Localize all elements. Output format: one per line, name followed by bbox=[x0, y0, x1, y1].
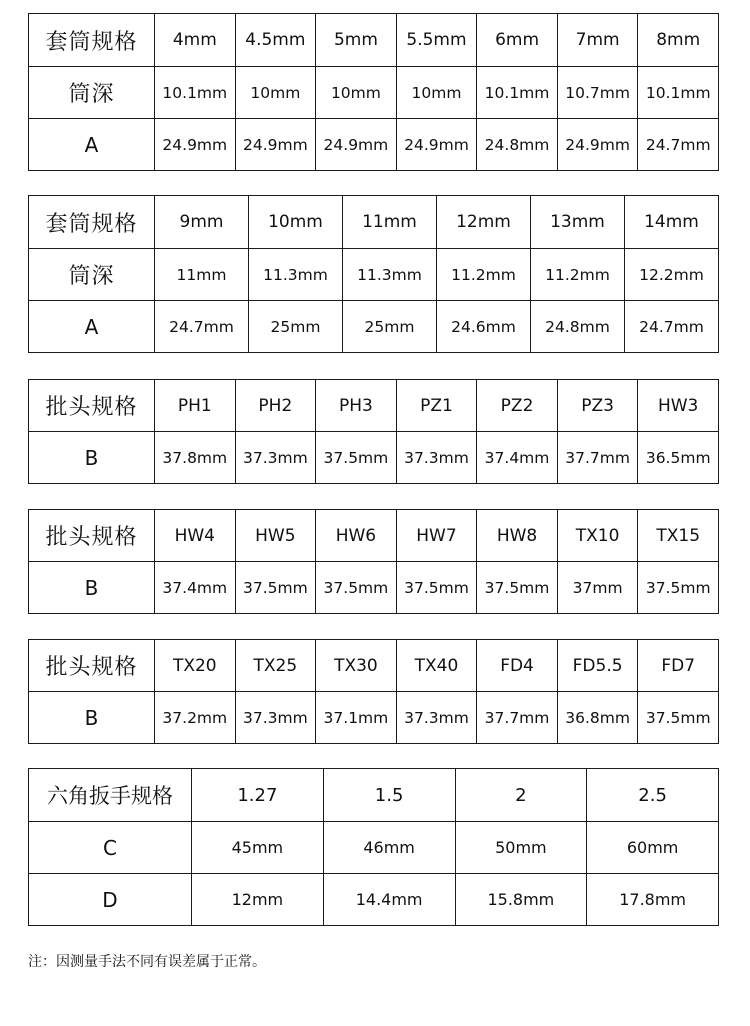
row-label: 筒深 bbox=[29, 249, 155, 301]
table-header-row bbox=[29, 640, 719, 692]
size-cell: 7mm bbox=[557, 14, 638, 67]
value-cell: 11.3mm bbox=[249, 249, 343, 301]
value-cell: 37mm bbox=[557, 562, 638, 614]
value-cell: 24.9mm bbox=[316, 119, 397, 171]
value-cell: 37.5mm bbox=[638, 692, 719, 744]
size-cell: TX15 bbox=[638, 510, 719, 562]
size-cell: HW4 bbox=[155, 510, 236, 562]
size-cell: PH3 bbox=[316, 380, 397, 432]
value-cell: 37.5mm bbox=[235, 562, 316, 614]
value-cell: 11.2mm bbox=[531, 249, 625, 301]
header-label: 批头规格 bbox=[29, 510, 155, 562]
size-cell: 2 bbox=[455, 769, 587, 822]
value-cell: 17.8mm bbox=[587, 874, 719, 926]
size-cell: 14mm bbox=[625, 196, 719, 249]
row-label: D bbox=[29, 874, 192, 926]
value-cell: 36.5mm bbox=[638, 432, 719, 484]
value-cell: 10.7mm bbox=[557, 67, 638, 119]
table-header-row bbox=[29, 196, 719, 249]
size-cell: 1.5 bbox=[323, 769, 455, 822]
value-cell: 14.4mm bbox=[323, 874, 455, 926]
size-cell: 1.27 bbox=[192, 769, 324, 822]
size-cell: 4.5mm bbox=[235, 14, 316, 67]
header-label: 六角扳手规格 bbox=[29, 769, 192, 822]
value-cell: 24.6mm bbox=[437, 301, 531, 353]
bit-spec-table-1 bbox=[28, 379, 719, 484]
row-label: B bbox=[29, 562, 155, 614]
value-cell: 37.3mm bbox=[235, 692, 316, 744]
row-label: A bbox=[29, 119, 155, 171]
size-cell: TX10 bbox=[557, 510, 638, 562]
value-cell: 25mm bbox=[249, 301, 343, 353]
value-cell: 37.8mm bbox=[155, 432, 236, 484]
value-cell: 10.1mm bbox=[477, 67, 558, 119]
value-cell: 50mm bbox=[455, 822, 587, 874]
size-cell: FD4 bbox=[477, 640, 558, 692]
size-cell: 5.5mm bbox=[396, 14, 477, 67]
size-cell: 6mm bbox=[477, 14, 558, 67]
row-label: A bbox=[29, 301, 155, 353]
value-cell: 37.7mm bbox=[477, 692, 558, 744]
size-cell: HW6 bbox=[316, 510, 397, 562]
header-label: 套筒规格 bbox=[29, 14, 155, 67]
size-cell: HW5 bbox=[235, 510, 316, 562]
size-cell: 2.5 bbox=[587, 769, 719, 822]
value-cell: 24.8mm bbox=[477, 119, 558, 171]
value-cell: 10mm bbox=[235, 67, 316, 119]
size-cell: HW3 bbox=[638, 380, 719, 432]
value-cell: 15.8mm bbox=[455, 874, 587, 926]
value-cell: 10.1mm bbox=[638, 67, 719, 119]
header-label: 批头规格 bbox=[29, 640, 155, 692]
header-label: 批头规格 bbox=[29, 380, 155, 432]
value-cell: 36.8mm bbox=[557, 692, 638, 744]
value-cell: 37.5mm bbox=[396, 562, 477, 614]
table-row bbox=[29, 119, 719, 171]
size-cell: TX25 bbox=[235, 640, 316, 692]
size-cell: FD5.5 bbox=[557, 640, 638, 692]
value-cell: 24.9mm bbox=[557, 119, 638, 171]
value-cell: 12.2mm bbox=[625, 249, 719, 301]
socket-spec-table-2 bbox=[28, 195, 719, 353]
size-cell: TX40 bbox=[396, 640, 477, 692]
value-cell: 11.3mm bbox=[343, 249, 437, 301]
value-cell: 37.5mm bbox=[477, 562, 558, 614]
row-label: C bbox=[29, 822, 192, 874]
size-cell: 4mm bbox=[155, 14, 236, 67]
value-cell: 46mm bbox=[323, 822, 455, 874]
row-label: B bbox=[29, 692, 155, 744]
value-cell: 24.9mm bbox=[155, 119, 236, 171]
size-cell: 12mm bbox=[437, 196, 531, 249]
value-cell: 24.8mm bbox=[531, 301, 625, 353]
bit-spec-table-2 bbox=[28, 509, 719, 614]
table-row bbox=[29, 874, 719, 926]
size-cell: PZ1 bbox=[396, 380, 477, 432]
size-cell: HW7 bbox=[396, 510, 477, 562]
table-row bbox=[29, 301, 719, 353]
footnote: 注：因测量手法不同有误差属于正常。 bbox=[28, 954, 266, 970]
value-cell: 24.7mm bbox=[625, 301, 719, 353]
value-cell: 45mm bbox=[192, 822, 324, 874]
table-row bbox=[29, 249, 719, 301]
size-cell: PH1 bbox=[155, 380, 236, 432]
size-cell: 9mm bbox=[155, 196, 249, 249]
size-cell: 11mm bbox=[343, 196, 437, 249]
table-header-row bbox=[29, 14, 719, 67]
value-cell: 24.7mm bbox=[155, 301, 249, 353]
socket-spec-table-1 bbox=[28, 13, 719, 171]
table-row bbox=[29, 432, 719, 484]
value-cell: 37.7mm bbox=[557, 432, 638, 484]
value-cell: 10.1mm bbox=[155, 67, 236, 119]
table-header-row bbox=[29, 769, 719, 822]
value-cell: 12mm bbox=[192, 874, 324, 926]
size-cell: TX30 bbox=[316, 640, 397, 692]
value-cell: 10mm bbox=[316, 67, 397, 119]
value-cell: 37.1mm bbox=[316, 692, 397, 744]
size-cell: 5mm bbox=[316, 14, 397, 67]
value-cell: 37.5mm bbox=[316, 432, 397, 484]
size-cell: PZ2 bbox=[477, 380, 558, 432]
value-cell: 37.2mm bbox=[155, 692, 236, 744]
size-cell: PZ3 bbox=[557, 380, 638, 432]
header-label: 套筒规格 bbox=[29, 196, 155, 249]
value-cell: 37.4mm bbox=[477, 432, 558, 484]
value-cell: 37.5mm bbox=[638, 562, 719, 614]
value-cell: 24.9mm bbox=[396, 119, 477, 171]
value-cell: 37.3mm bbox=[235, 432, 316, 484]
value-cell: 11.2mm bbox=[437, 249, 531, 301]
size-cell: 8mm bbox=[638, 14, 719, 67]
size-cell: PH2 bbox=[235, 380, 316, 432]
size-cell: TX20 bbox=[155, 640, 236, 692]
size-cell: HW8 bbox=[477, 510, 558, 562]
value-cell: 24.9mm bbox=[235, 119, 316, 171]
table-row bbox=[29, 822, 719, 874]
size-cell: 13mm bbox=[531, 196, 625, 249]
value-cell: 37.3mm bbox=[396, 432, 477, 484]
size-cell: 10mm bbox=[249, 196, 343, 249]
table-row bbox=[29, 692, 719, 744]
hex-key-spec-table bbox=[28, 768, 719, 926]
value-cell: 25mm bbox=[343, 301, 437, 353]
table-row bbox=[29, 562, 719, 614]
value-cell: 11mm bbox=[155, 249, 249, 301]
value-cell: 37.4mm bbox=[155, 562, 236, 614]
table-row bbox=[29, 67, 719, 119]
row-label: 筒深 bbox=[29, 67, 155, 119]
value-cell: 10mm bbox=[396, 67, 477, 119]
size-cell: FD7 bbox=[638, 640, 719, 692]
value-cell: 37.3mm bbox=[396, 692, 477, 744]
bit-spec-table-3 bbox=[28, 639, 719, 744]
row-label: B bbox=[29, 432, 155, 484]
value-cell: 37.5mm bbox=[316, 562, 397, 614]
value-cell: 24.7mm bbox=[638, 119, 719, 171]
table-header-row bbox=[29, 380, 719, 432]
value-cell: 60mm bbox=[587, 822, 719, 874]
table-header-row bbox=[29, 510, 719, 562]
